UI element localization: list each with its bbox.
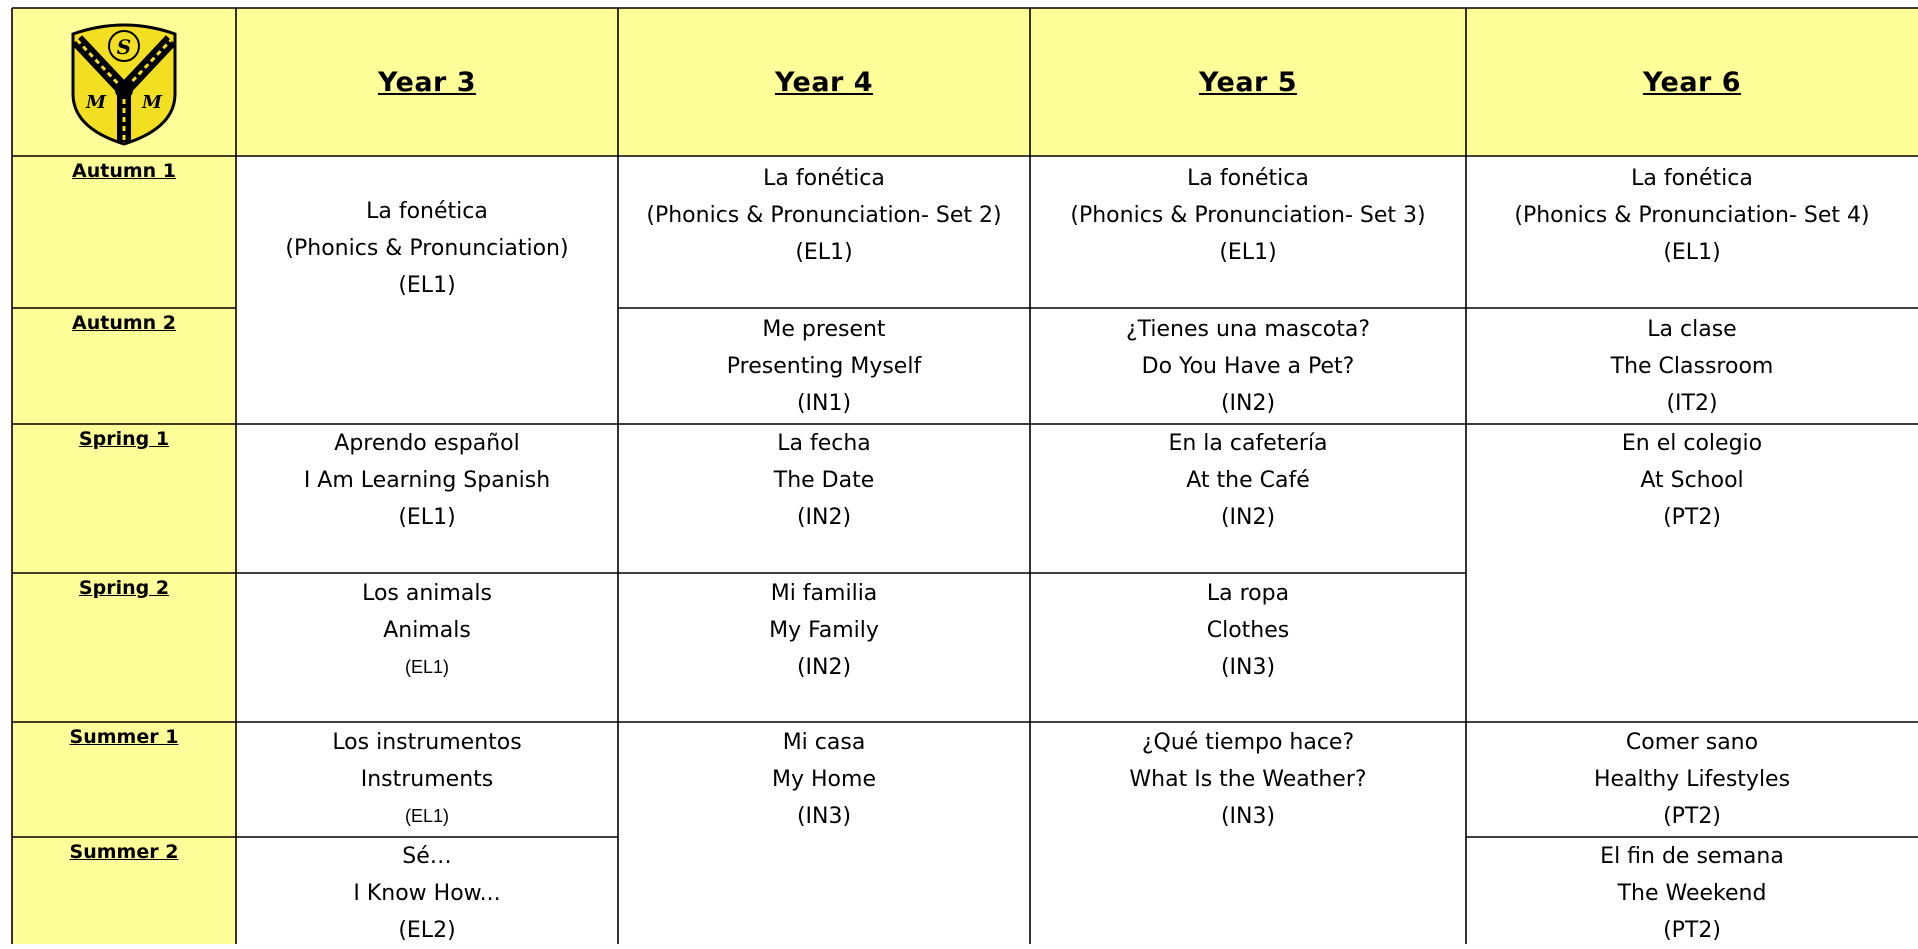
unit-level-code: (IN2) <box>796 655 852 680</box>
term-label: Spring 1 <box>78 428 170 450</box>
unit-y6-autumn-2 <box>1466 311 1918 422</box>
unit-level-code: (EL1) <box>404 806 449 826</box>
unit-y6-summer-2 <box>1466 838 1918 949</box>
unit-y4-spring-2 <box>618 575 1030 686</box>
term-label: Summer 2 <box>69 841 179 863</box>
term-summer-2 <box>12 837 236 944</box>
unit-english-title: Healthy Lifestyles <box>1593 767 1791 792</box>
unit-english-title: Animals <box>383 618 471 643</box>
term-label: Autumn 2 <box>72 312 176 334</box>
unit-spanish-title: Aprendo español <box>334 431 520 456</box>
unit-level-code: (IN3) <box>1220 804 1276 829</box>
unit-spanish-title: Mi casa <box>782 730 866 755</box>
unit-level-code: (IN2) <box>796 505 852 530</box>
school-crest-icon <box>65 16 183 148</box>
unit-level-code: (IN3) <box>796 804 852 829</box>
unit-spanish-title: La fecha <box>777 431 871 456</box>
unit-spanish-title: La fonética <box>1631 166 1753 191</box>
unit-y3-summer-2 <box>236 838 618 949</box>
unit-spanish-title: La clase <box>1647 317 1737 342</box>
year-5-label: Year 5 <box>1198 66 1298 98</box>
unit-english-title: Do You Have a Pet? <box>1141 354 1355 379</box>
unit-english-title: The Date <box>773 468 875 493</box>
unit-english-title: My Family <box>769 618 879 643</box>
year-4-label: Year 4 <box>774 66 874 98</box>
term-autumn-2 <box>12 308 236 424</box>
unit-english-title: (Phonics & Pronunciation- Set 3) <box>1070 203 1426 228</box>
unit-english-title: The Classroom <box>1610 354 1774 379</box>
unit-y3-spring-2 <box>236 575 618 686</box>
term-label: Autumn 1 <box>72 160 176 182</box>
unit-level-code: (EL1) <box>795 240 853 265</box>
unit-spanish-title: Los animals <box>362 581 492 606</box>
unit-y3-autumn <box>236 193 618 304</box>
unit-spanish-title: Mi familia <box>770 581 878 606</box>
term-spring-1 <box>12 424 236 573</box>
term-label: Spring 2 <box>78 577 170 599</box>
unit-y5-autumn-1 <box>1030 160 1466 271</box>
unit-english-title: I Know How... <box>353 881 501 906</box>
unit-english-title: The Weekend <box>1617 881 1767 906</box>
unit-level-code: (EL2) <box>398 918 456 943</box>
unit-english-title: My Home <box>772 767 876 792</box>
unit-y6-autumn-1 <box>1466 160 1918 271</box>
term-autumn-1 <box>12 156 236 308</box>
unit-y4-autumn-1 <box>618 160 1030 271</box>
svg-text:M: M <box>142 92 162 113</box>
unit-spanish-title: ¿Tienes una mascota? <box>1125 317 1371 342</box>
unit-spanish-title: La fonética <box>1187 166 1309 191</box>
unit-level-code: (IT2) <box>1666 391 1718 416</box>
unit-spanish-title: La fonética <box>366 199 488 224</box>
unit-y5-spring-2 <box>1030 575 1466 686</box>
unit-spanish-title: Me present <box>762 317 886 342</box>
unit-level-code: (PT2) <box>1663 505 1721 530</box>
unit-level-code: (EL1) <box>398 273 456 298</box>
unit-spanish-title: En el colegio <box>1621 431 1763 456</box>
unit-spanish-title: La fonética <box>763 166 885 191</box>
unit-y4-autumn-2 <box>618 311 1030 422</box>
header-year-6 <box>1466 8 1918 156</box>
unit-english-title: Presenting Myself <box>726 354 922 379</box>
unit-level-code: (EL1) <box>398 505 456 530</box>
unit-english-title: At the Café <box>1186 468 1310 493</box>
unit-spanish-title: Sé… <box>402 844 452 869</box>
unit-y3-spring-1 <box>236 425 618 536</box>
svg-text:S: S <box>116 35 132 59</box>
unit-y6-summer-1 <box>1466 724 1918 835</box>
term-spring-2 <box>12 573 236 722</box>
unit-level-code: (IN2) <box>1220 505 1276 530</box>
year-3-label: Year 3 <box>377 66 477 98</box>
unit-english-title: What Is the Weather? <box>1129 767 1367 792</box>
term-label: Summer 1 <box>69 726 179 748</box>
term-summer-1 <box>12 722 236 837</box>
unit-spanish-title: Los instrumentos <box>332 730 522 755</box>
header-year-4 <box>618 8 1030 156</box>
unit-english-title: At School <box>1640 468 1744 493</box>
unit-english-title: (Phonics & Pronunciation) <box>285 236 569 261</box>
unit-spanish-title: En la cafetería <box>1168 431 1328 456</box>
unit-y3-summer-1 <box>236 724 618 835</box>
unit-level-code: (PT2) <box>1663 918 1721 943</box>
unit-y5-autumn-2 <box>1030 311 1466 422</box>
svg-text:M: M <box>86 92 106 113</box>
header-year-3 <box>236 8 618 156</box>
unit-english-title: (Phonics & Pronunciation- Set 2) <box>646 203 1002 228</box>
logo-cell <box>12 8 236 156</box>
unit-y4-summer <box>618 724 1030 835</box>
unit-level-code: (IN1) <box>796 391 852 416</box>
unit-english-title: (Phonics & Pronunciation- Set 4) <box>1514 203 1870 228</box>
unit-spanish-title: ¿Qué tiempo hace? <box>1141 730 1355 755</box>
unit-spanish-title: El fin de semana <box>1600 844 1784 869</box>
unit-y4-spring-1 <box>618 425 1030 536</box>
header-year-5 <box>1030 8 1466 156</box>
unit-level-code: (IN2) <box>1220 391 1276 416</box>
unit-y6-spring <box>1466 425 1918 536</box>
unit-y5-spring-1 <box>1030 425 1466 536</box>
unit-english-title: Instruments <box>360 767 494 792</box>
unit-level-code: (EL1) <box>404 657 449 677</box>
unit-level-code: (EL1) <box>1219 240 1277 265</box>
unit-spanish-title: Comer sano <box>1625 730 1759 755</box>
unit-english-title: I Am Learning Spanish <box>303 468 551 493</box>
unit-y5-summer <box>1030 724 1466 835</box>
unit-spanish-title: La ropa <box>1206 581 1290 606</box>
unit-english-title: Clothes <box>1206 618 1290 643</box>
unit-level-code: (PT2) <box>1663 804 1721 829</box>
unit-level-code: (EL1) <box>1663 240 1721 265</box>
year-6-label: Year 6 <box>1642 66 1742 98</box>
unit-level-code: (IN3) <box>1220 655 1276 680</box>
